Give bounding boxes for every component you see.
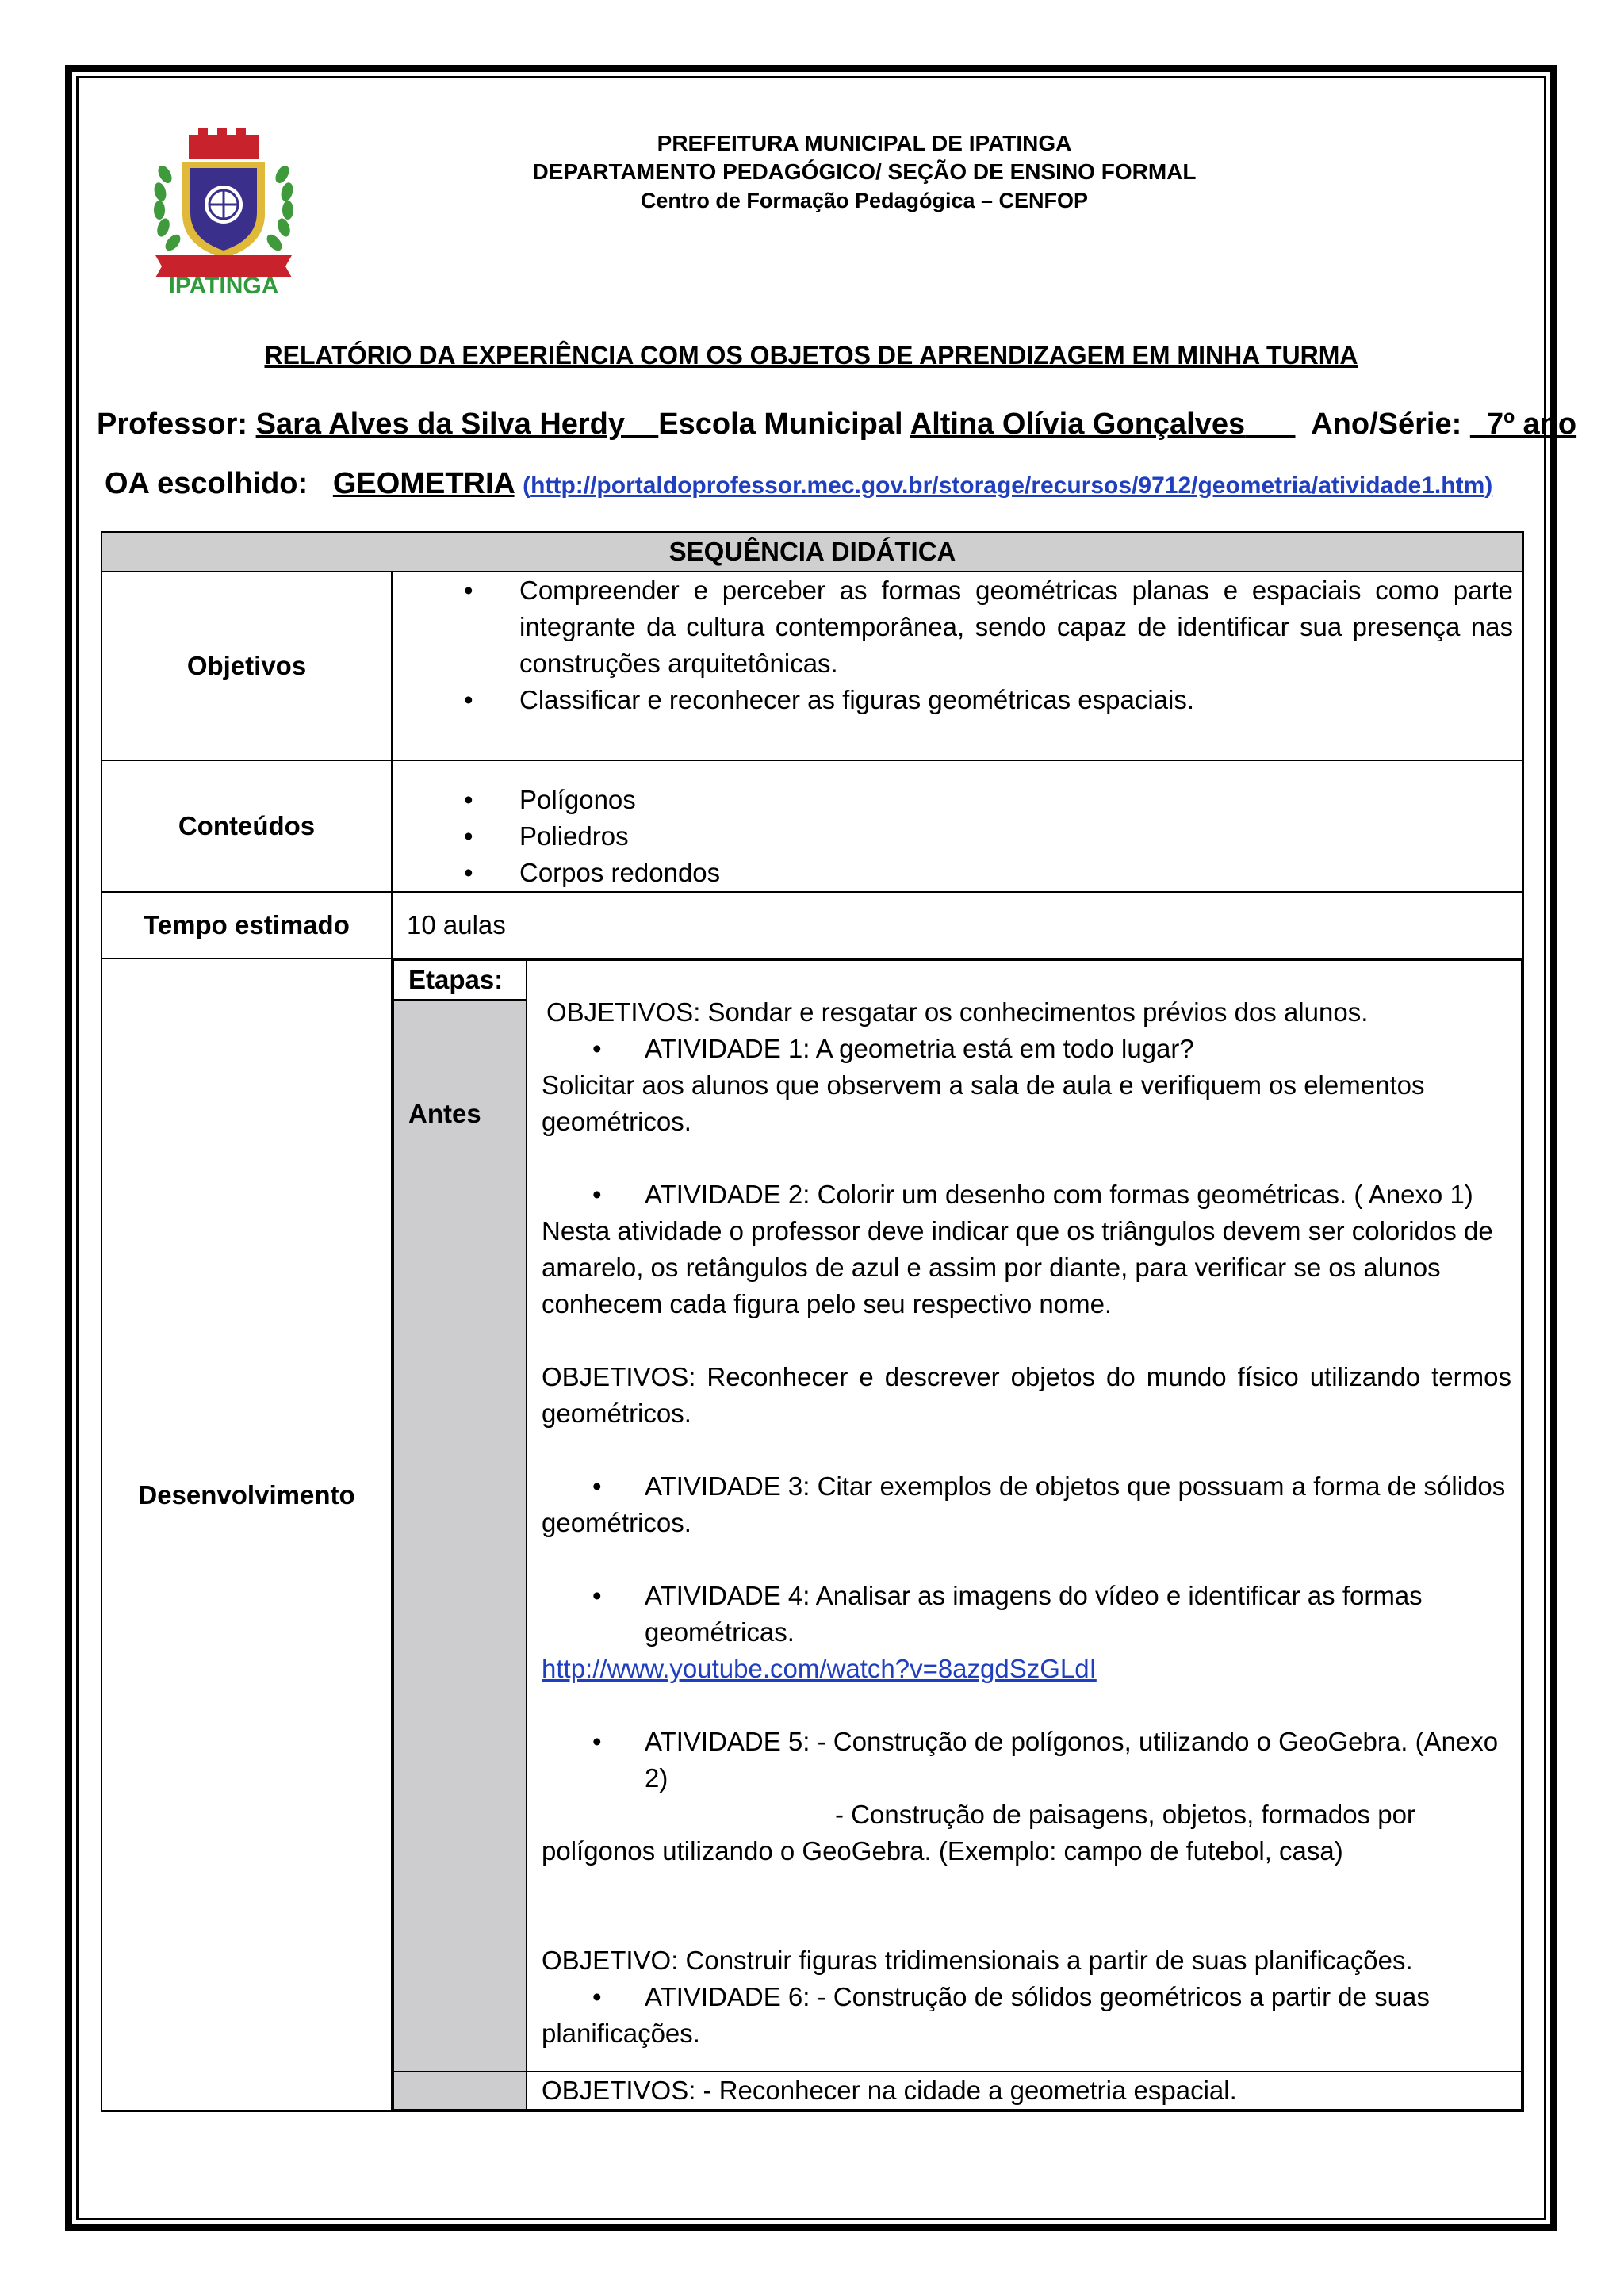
atividade-6-cont: planificações. [542, 2019, 700, 2048]
ipatinga-logo [147, 127, 300, 297]
escola-label: Escola Municipal [658, 408, 903, 441]
objetivo-item: • Classificar e reconhecer as figuras geométricas espaciais. [407, 682, 1513, 718]
atividade-5-c: polígonos utilizando o GeoGebra. (Exemplo: campo de futebol, casa) [542, 1836, 1343, 1866]
antes-label: Antes [408, 1099, 481, 1128]
objetivo-4: OBJETIVOS: - Reconhecer na cidade a geometria espacial. [527, 2072, 1522, 2110]
antes-content [527, 960, 1522, 2072]
objetivo-3: OBJETIVO: Construir figuras tridimensionais a partir de suas planificações. [542, 1946, 1413, 1975]
atividade-5-b: - Construção de paisagens, objetos, formados por [835, 1800, 1415, 1829]
report-title: RELATÓRIO DA EXPERIÊNCIA COM OS OBJETOS DE APRENDIZAGEM EM MINHA TURMA [264, 341, 1358, 369]
section-title: SEQUÊNCIA DIDÁTICA [102, 532, 1523, 572]
oa-line [105, 467, 1492, 501]
video-link[interactable]: http://www.youtube.com/watch?v=8azgdSzGLdI [542, 1654, 1097, 1683]
escola-value: Altina Olívia Gonçalves [910, 408, 1246, 441]
conteudos-cell [392, 760, 1523, 892]
atividade-3-cont: geométricos. [542, 1508, 691, 1537]
atividade-1-text: Solicitar aos alunos que observem a sala de aula e verifiquem os elementos geométricos. [542, 1070, 1425, 1136]
ano-value: 7º ano [1486, 408, 1577, 441]
oa-link[interactable]: (http://portaldoprofessor.mec.gov.br/storage/recursos/9712/geometria/atividade1.htm) [523, 473, 1493, 499]
info-line [97, 408, 1577, 442]
header-line1: PREFEITURA MUNICIPAL DE IPATINGA [657, 131, 1072, 155]
tempo-value: 10 aulas [392, 892, 1523, 959]
oa-label: OA escolhido: [105, 467, 308, 500]
institution-header [396, 129, 1332, 215]
etapas-header: Etapas: [393, 960, 527, 1000]
sequencia-table [101, 531, 1524, 2112]
ano-label: Ano/Série: [1311, 408, 1462, 441]
atividade-6: • ATIVIDADE 6: - Construção de sólidos geométricos a partir de suas [542, 1979, 1511, 2015]
header-line3: Centro de Formação Pedagógica – CENFOP [640, 189, 1089, 212]
atividade-1: • ATIVIDADE 1: A geometria está em todo lugar? [542, 1031, 1511, 1067]
header-line2: DEPARTAMENTO PEDAGÓGICO/ SEÇÃO DE ENSINO FORMAL [532, 159, 1197, 184]
desenvolvimento-cell [392, 959, 1523, 2111]
objetivos-label: Objetivos [102, 572, 392, 760]
antes-stage [393, 1000, 527, 2072]
professor-label: Professor: [97, 408, 248, 441]
objetivo-item: • Compreender e perceber as formas geométricas planas e espaciais como parte integrante da cultura contemporânea, sendo capaz de identificar sua presença nas construções arquitetônicas. [407, 572, 1513, 682]
atividade-2: • ATIVIDADE 2: Colorir um desenho com formas geométricas. ( Anexo 1) [542, 1177, 1511, 1213]
atividade-3: • ATIVIDADE 3: Citar exemplos de objetos que possuam a forma de sólidos [542, 1468, 1511, 1505]
next-stage [393, 2072, 527, 2110]
conteudos-label: Conteúdos [102, 760, 392, 892]
desenvolvimento-label: Desenvolvimento [102, 959, 392, 2111]
objetivo-2: OBJETIVOS: Reconhecer e descrever objetos do mundo físico utilizando termos geométricos. [542, 1362, 1511, 1428]
conteudo-item: • Polígonos [407, 782, 1513, 818]
atividade-5: • ATIVIDADE 5: - Construção de polígonos, utilizando o GeoGebra. (Anexo 2) [542, 1724, 1511, 1797]
etapas-table [393, 959, 1522, 2110]
conteudo-item: • Corpos redondos [407, 855, 1513, 891]
objetivo-1: OBJETIVOS: Sondar e resgatar os conhecimentos prévios dos alunos. [546, 997, 1369, 1027]
svg-text:IPATINGA: IPATINGA [168, 273, 279, 297]
conteudo-item: • Poliedros [407, 818, 1513, 855]
objetivos-cell [392, 572, 1523, 760]
oa-value: GEOMETRIA [332, 467, 515, 500]
atividade-2-text: Nesta atividade o professor deve indicar que os triângulos devem ser coloridos de amarelo, os retângulos de azul e assim por diante, para verificar se os alunos conhecem cada figura pelo seu respectivo nome. [542, 1216, 1493, 1318]
atividade-4: • ATIVIDADE 4: Analisar as imagens do vídeo e identificar as formas geométricas. [542, 1578, 1511, 1651]
professor-value: Sara Alves da Silva Herdy [255, 408, 626, 441]
tempo-label: Tempo estimado [102, 892, 392, 959]
